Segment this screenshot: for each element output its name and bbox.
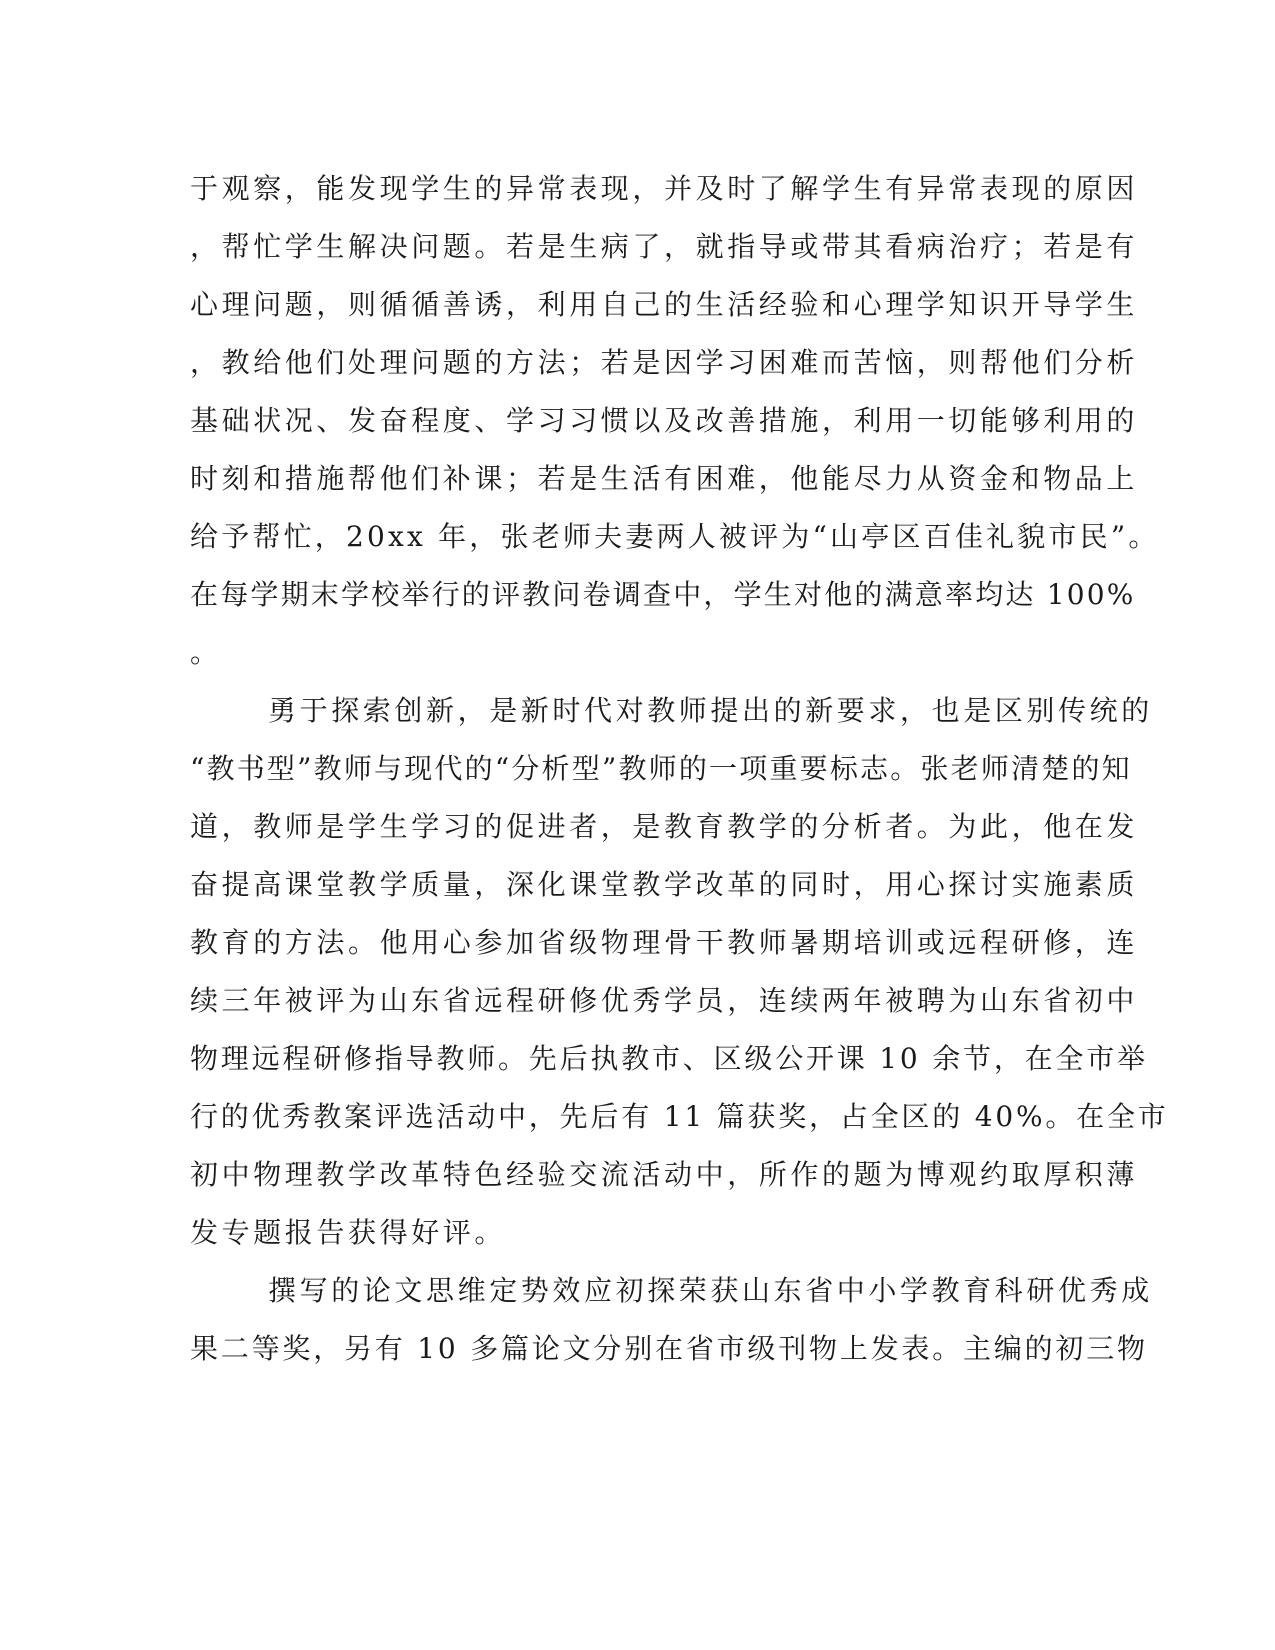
text-line: 心理问题，则循循善诱，利用自己的生活经验和心理学知识开导学生: [190, 288, 1139, 321]
text-line: 。: [190, 636, 219, 669]
text-line: 给予帮忙，20xx 年，张老师夫妻两人被评为“山亭区百佳礼貌市民”。: [190, 520, 1160, 553]
text-line: 行的优秀教案评选活动中，先后有 11 篇获奖，占全区的 40%。在全市: [190, 1100, 1169, 1133]
text-line: ，帮忙学生解决问题。若是生病了，就指导或带其看病治疗；若是有: [190, 230, 1139, 263]
text-line: “教书型”教师与现代的“分析型”教师的一项重要标志。张老师清楚的知: [190, 752, 1132, 785]
body-text: [190, 160, 1169, 1378]
text-line: 在每学期末学校举行的评教问卷调查中，学生对他的满意率均达 100%: [190, 578, 1136, 611]
text-line: 于观察，能发现学生的异常表现，并及时了解学生有异常表现的原因: [190, 172, 1139, 205]
paragraph-first-line: 撰写的论文思维定势效应初探荣获山东省中小学教育科研优秀成: [268, 1274, 1153, 1307]
text-line: 物理远程研修指导教师。先后执教市、区级公开课 10 余节，在全市举: [190, 1042, 1148, 1075]
text-line: 发专题报告获得好评。: [190, 1216, 507, 1249]
text-line: 果二等奖，另有 10 多篇论文分别在省市级刊物上发表。主编的初三物: [190, 1332, 1148, 1365]
text-line: 奋提高课堂教学质量，深化课堂教学改革的同时，用心探讨实施素质: [190, 868, 1139, 901]
text-line: 基础状况、发奋程度、学习习惯以及改善措施，利用一切能够利用的: [190, 404, 1139, 437]
text-line: 初中物理教学改革特色经验交流活动中，所作的题为博观约取厚积薄: [190, 1158, 1139, 1191]
text-line: 续三年被评为山东省远程研修优秀学员，连续两年被聘为山东省初中: [190, 984, 1139, 1017]
text-line: ，教给他们处理问题的方法；若是因学习困难而苦恼，则帮他们分析: [190, 346, 1139, 379]
text-line: 时刻和措施帮他们补课；若是生活有困难，他能尽力从资金和物品上: [190, 462, 1139, 495]
text-line: 教育的方法。他用心参加省级物理骨干教师暑期培训或远程研修，连: [190, 926, 1139, 959]
paragraph-first-line: 勇于探索创新，是新时代对教师提出的新要求，也是区别传统的: [268, 694, 1153, 727]
text-line: 道，教师是学生学习的促进者，是教育教学的分析者。为此，他在发: [190, 810, 1139, 843]
